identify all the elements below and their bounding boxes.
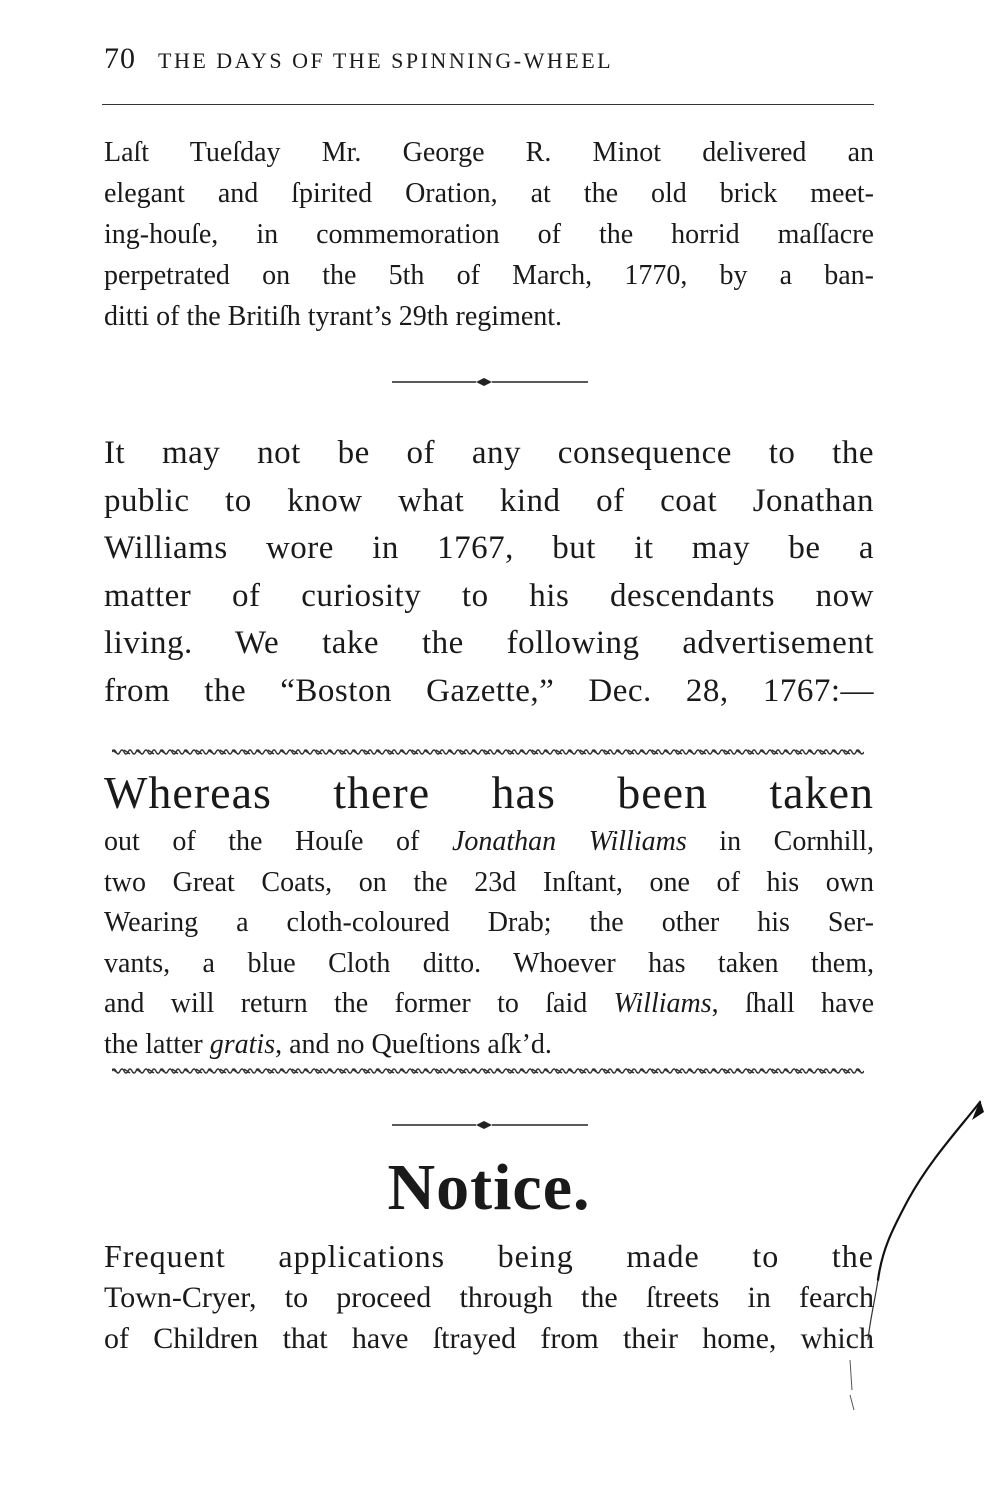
text-line: of Children that have ſtrayed from their home, which [104, 1322, 874, 1355]
page-number: 70 [104, 42, 136, 75]
text-line: Laſt Tueſday Mr. George R. Minot delivered an [104, 137, 874, 168]
name-jonathan-williams: Jonathan Williams [451, 826, 687, 857]
paragraph-notice [104, 1236, 874, 1359]
handwritten-pen-mark [830, 1090, 990, 1420]
text-line: Frequent applications being made to the [104, 1238, 874, 1274]
word-gratis: gratis [209, 1028, 276, 1060]
advertisement-bottom-border [112, 1066, 864, 1076]
text-line: Williams wore in 1767, but it may be a [104, 530, 874, 566]
text-line: elegant and ſpirited Oration, at the old brick meet- [104, 178, 874, 209]
text-line: living. We take the following advertisement [104, 625, 874, 661]
text-line: Town-Cryer, to proceed through the ſtreets in fearch [104, 1281, 874, 1314]
text-line: public to know what kind of coat Jonathan [104, 482, 874, 519]
text-line: ditti of the Britiſh tyrant’s 29th regiment. [104, 301, 563, 332]
text-line: the latter gratis, and no Queſtions aſk’d. [104, 1028, 552, 1060]
advertisement-coats [104, 764, 874, 1065]
text-line: matter of curiosity to his descendants now [104, 577, 874, 614]
section-divider-ornament [392, 1118, 588, 1132]
text-line: Wearing a cloth-coloured Drab; the other his Ser- [104, 907, 874, 938]
paragraph-jonathan-williams [104, 430, 874, 715]
text-line: from the “Boston Gazette,” Dec. 28, 1767:— [104, 672, 874, 709]
text-line: ing-houſe, in commemoration of the horrid maſſacre [104, 219, 874, 250]
running-title: THE DAYS OF THE SPINNING-WHEEL [158, 48, 614, 73]
header-rule [102, 104, 874, 105]
text-line: vants, a blue Cloth ditto. Whoever has taken them, [104, 947, 874, 979]
text-line: out of the Houſe of Jonathan Williams in Cornhill, [104, 826, 874, 857]
advertisement-headline: Whereas there has been taken [104, 767, 874, 818]
name-williams: Williams [613, 988, 712, 1019]
advertisement-top-border [112, 747, 864, 757]
text-line: two Great Coats, on the 23d Inſtant, one of his own [104, 866, 874, 898]
notice-heading: Notice. [387, 1151, 591, 1224]
section-divider-ornament [392, 375, 588, 389]
paragraph-minot-oration [104, 132, 874, 337]
running-header [104, 42, 874, 76]
text-line: and will return the former to ſaid Williams, ſhall have [104, 988, 874, 1019]
text-line: It may not be of any consequence to the [104, 435, 874, 471]
text-line: perpetrated on the 5th of March, 1770, by a ban- [104, 260, 874, 291]
